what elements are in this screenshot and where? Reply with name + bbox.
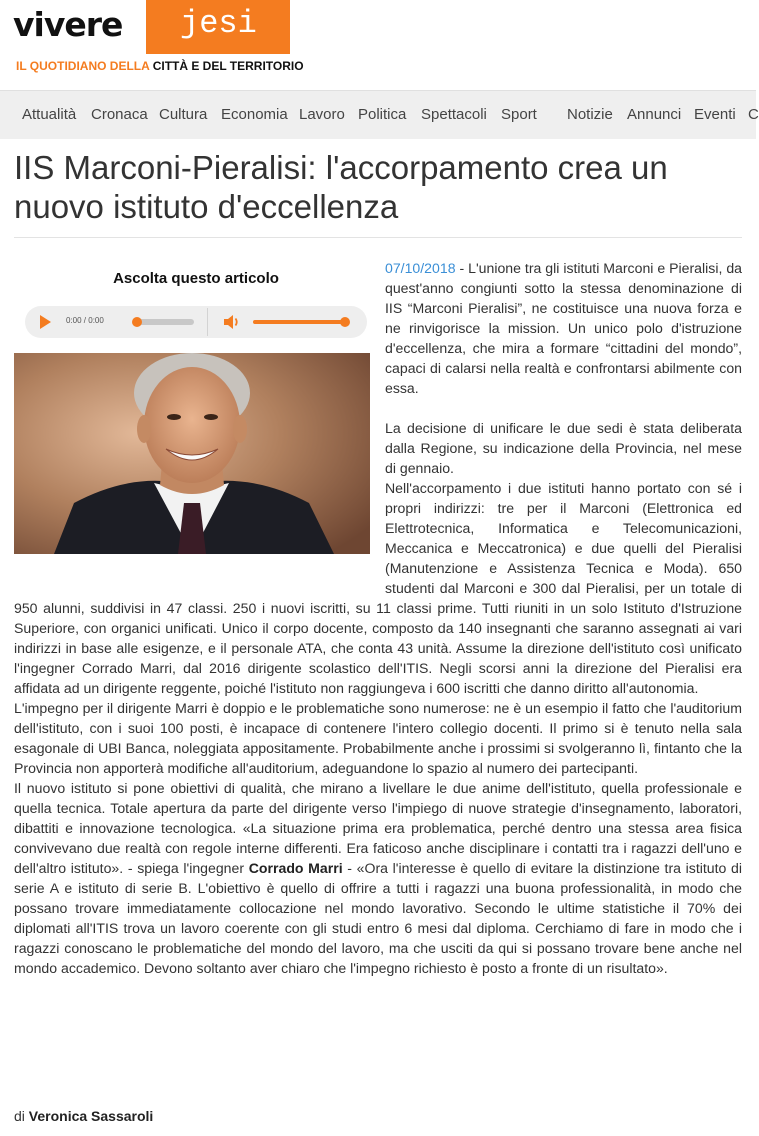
nav-item-sport[interactable]: Sport bbox=[501, 106, 537, 123]
nav-item-cut[interactable]: C bbox=[748, 106, 759, 123]
title-divider bbox=[14, 237, 742, 238]
main-nav bbox=[0, 90, 759, 139]
tagline bbox=[16, 59, 304, 73]
article-paragraph-4: L'impegno per il dirigente Marri è doppio e le problematiche sono numerose: ne è un esempio il fatto che l'auditorium dell'istituto, con i suoi 100 posti, è incapace di contenere l'intero collegio docenti. Il primo si è tenuto nella sala esagonale di UBI Banca, noleggiata appositamente. Probabilmente anche i prossimi si svolgeranno lì, fintanto che la Provincia non apporterà modifiche all'auditorium, adeguandone lo spazio al numero dei partecipanti. bbox=[14, 700, 742, 776]
nav-item-lavoro[interactable]: Lavoro bbox=[299, 106, 345, 123]
tagline-dark: CITTÀ E DEL TERRITORIO bbox=[152, 59, 304, 73]
nav-item-spettacoli[interactable]: Spettacoli bbox=[421, 106, 487, 123]
article-title: IIS Marconi-Pieralisi: l'accorpamento crea un nuovo istituto d'eccellenza bbox=[14, 149, 668, 225]
article-paragraph-3: Nell'accorpamento i due istituti hanno portato con sé i propri indirizzi: tre per il Marconi (Elettronica ed Elettrotecnica, Informatica e Telecomunicazioni, Meccanica e Meccatronica) e due quelli del Pieralisi (Manutenzione e Assistenza Tecnica e Moda). 650 studenti dal Marconi e 300 dal Pieralisi, per un totale di 950 alunni, suddivisi in 47 classi. 250 i nuovi iscritti, su 11 classi prime. Tutti riuniti in un solo Istituto d'Istruzione Superiore, con organici unificati. Unico il corpo docente, composto da 140 insegnanti che saranno assegnati ai vari indirizzi in base alle esigenze, e il personale ATA, che conta 43 unità. Assume la direzione dell'istituto così unificato l'ingegner Corrado Marri, dal 2016 dirigente scolastico dell'ITIS. Negli scorsi anni la direzione del Pieralisi era affidata ad un dirigente reggente, poiché l'istituto non raggiungeva i 600 iscritti che danno diritto all'autonomia. bbox=[14, 480, 742, 696]
audio-time: 0:00 / 0:00 bbox=[66, 316, 104, 325]
logo-vivere[interactable]: vivere bbox=[13, 5, 123, 44]
paragraph-5b-text: - «Ora l'interesse è quello di evitare la distinzione tra istituto di serie A e istituto di serie B. L'obiettivo è quello di offrire a tutti i ragazzi una buona professionalità, in modo che possano trovare immediatamente collocazione nel mondo lavorativo. Secondo le ultime statistiche il 70% dei diplomati all'ITIS trova un lavoro coerente con gli studi entro 6 mesi dal diploma. Cerchiamo di fare in modo che i ragazzi conoscano le problematiche del mondo del lavoro, ma che usciti da qui si possano trovare bene anche nel mondo accademico. Devono soltanto aver chiaro che l'impegno richiesto è posto a fronte di un risultato». bbox=[14, 860, 742, 976]
article-body bbox=[14, 258, 742, 978]
paragraph-5a-text: Il nuovo istituto si pone obiettivi di qualità, che mirano a livellare le due anime dell'istituto, quella professionale e quella tecnica. Totale apertura da parte del dirigente verso l'impiego di nuove strategie d'insegnamento, laboratori, dibattiti e innovazione tecnologica. «La situazione prima era problematica, perché dentro una stessa area fisica convivevano due realtà con regole interne differenti. Era faticoso anche disciplinare i contatti tra i ragazzi dell'uno e dell'altro istituto». - spiega l'ingegner bbox=[14, 780, 742, 876]
audio-label: Ascolta questo articolo bbox=[113, 270, 279, 287]
article-date[interactable]: 07/10/2018 bbox=[385, 260, 456, 276]
paragraph-1-text: - L'unione tra gli istituti Marconi e Pieralisi, da quest'anno congiunti sotto la stessa denominazione di IIS “Marconi Pieralisi”, ne costituisce una nuova forza e ne rinvigorisce la mission. Un unico polo d'istruzione d'eccellenza, che mira a formare “cittadini del mondo”, capaci di calarsi nella realtà e confrontarsi abilmente con essa. bbox=[385, 260, 742, 396]
nav-item-attualita[interactable]: Attualità bbox=[22, 106, 77, 123]
nav-item-notizie[interactable]: Notizie bbox=[567, 106, 613, 123]
logo-jesi: jesi bbox=[180, 5, 257, 42]
media-spacer bbox=[14, 258, 385, 582]
article-paragraph-5 bbox=[14, 778, 742, 978]
nav-item-eventi[interactable]: Eventi bbox=[694, 106, 736, 123]
logo-jesi-box[interactable] bbox=[146, 0, 290, 54]
article-paragraph-2: La decisione di unificare le due sedi è stata deliberata dalla Regione, su indicazione della Provincia, nel mese di gennaio. bbox=[385, 420, 742, 476]
nav-item-cronaca[interactable]: Cronaca bbox=[91, 106, 148, 123]
quoted-person-name: Corrado Marri bbox=[248, 860, 343, 876]
nav-item-economia[interactable]: Economia bbox=[221, 106, 288, 123]
nav-item-politica[interactable]: Politica bbox=[358, 106, 407, 123]
site-header bbox=[0, 0, 756, 90]
author-name[interactable]: Veronica Sassaroli bbox=[28, 1108, 154, 1124]
nav-item-annunci[interactable]: Annunci bbox=[627, 106, 682, 123]
article-byline bbox=[14, 1108, 153, 1124]
byline-prefix: di bbox=[14, 1108, 29, 1124]
nav-item-cultura[interactable]: Cultura bbox=[159, 106, 208, 123]
tagline-orange: IL QUOTIDIANO DELLA bbox=[16, 59, 150, 73]
